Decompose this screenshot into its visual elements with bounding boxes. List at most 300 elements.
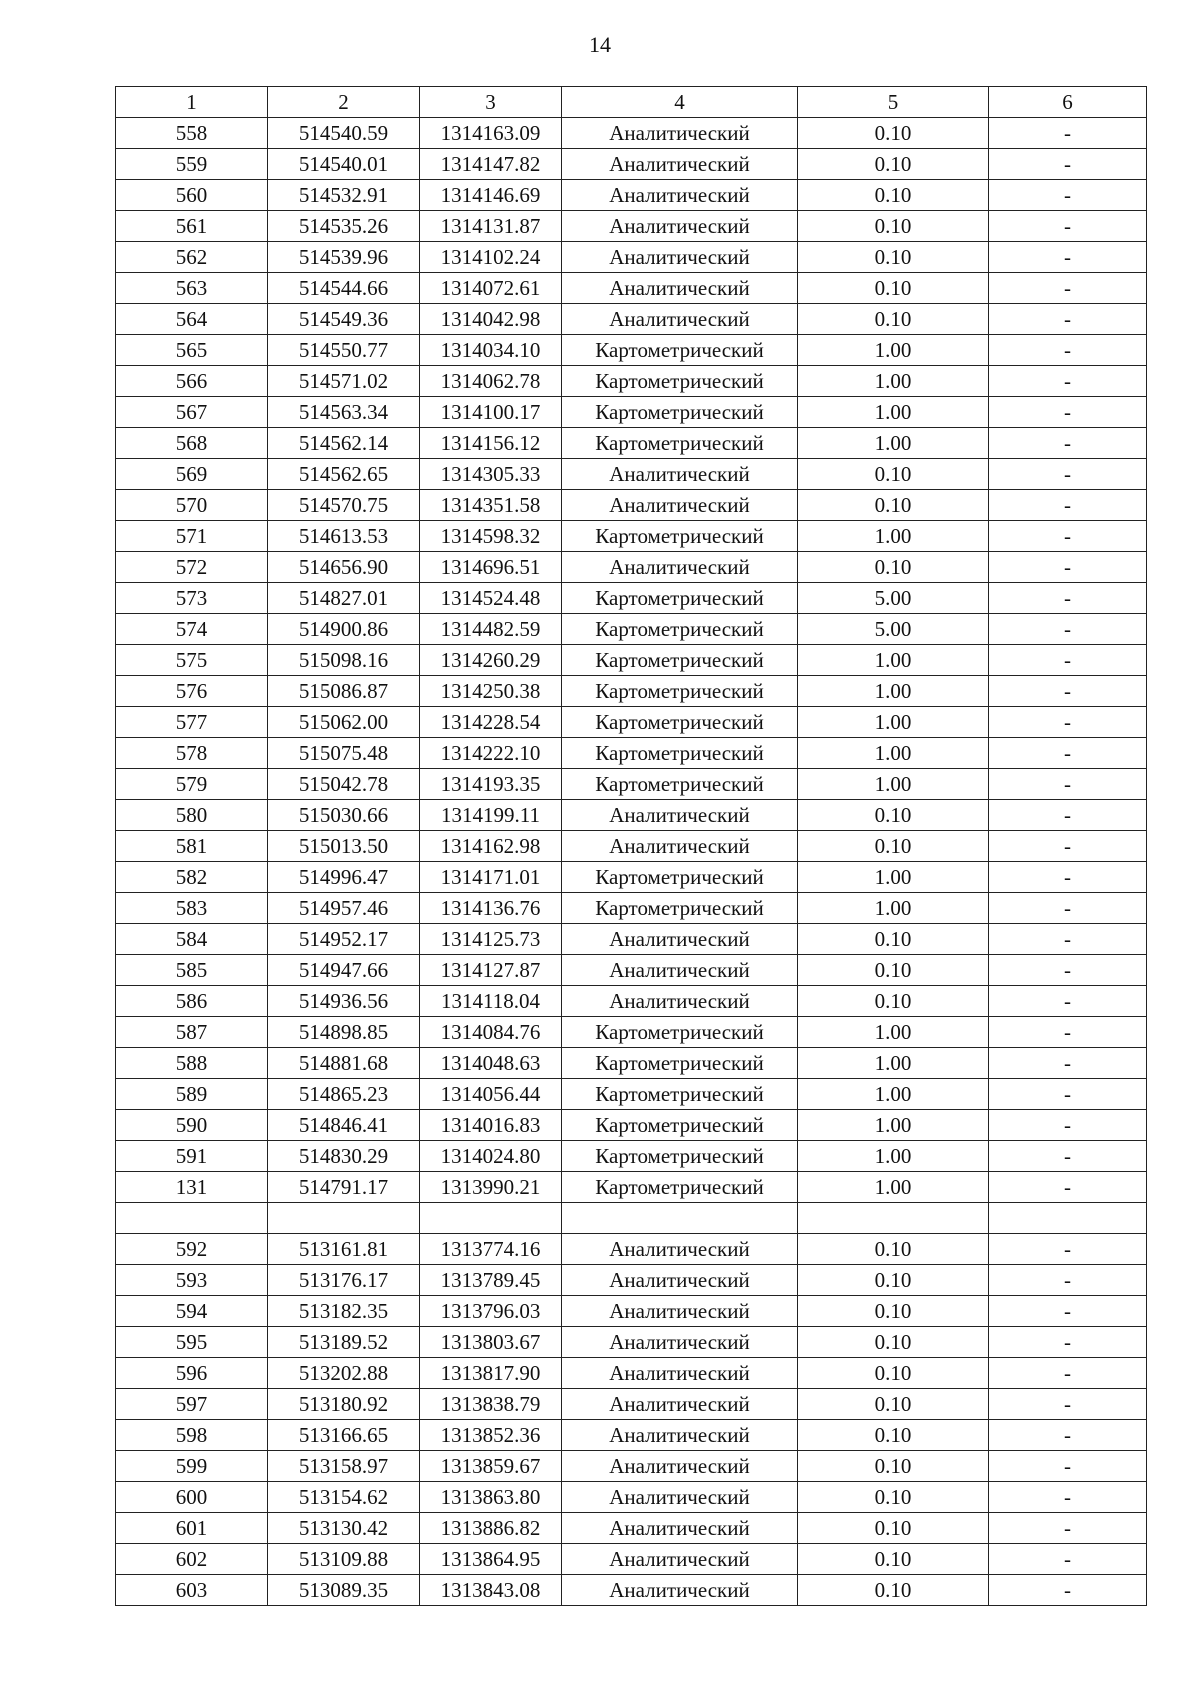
x-coordinate-cell: 514898.85 (268, 1017, 420, 1048)
note-cell: - (989, 800, 1147, 831)
table-row (116, 924, 1147, 955)
point-number-cell: 592 (116, 1234, 268, 1265)
method-cell: Аналитический (562, 1575, 798, 1606)
table-row (116, 707, 1147, 738)
accuracy-cell: 1.00 (798, 1079, 989, 1110)
note-cell: - (989, 1048, 1147, 1079)
table-row (116, 1358, 1147, 1389)
method-cell: Аналитический (562, 211, 798, 242)
x-coordinate-cell: 514613.53 (268, 521, 420, 552)
accuracy-cell: 1.00 (798, 707, 989, 738)
coordinates-table (115, 86, 1147, 1606)
point-number-cell: 565 (116, 335, 268, 366)
y-coordinate-cell: 1314199.11 (420, 800, 562, 831)
accuracy-cell: 0.10 (798, 180, 989, 211)
accuracy-cell: 0.10 (798, 1575, 989, 1606)
x-coordinate-cell: 513166.65 (268, 1420, 420, 1451)
x-coordinate-cell: 514865.23 (268, 1079, 420, 1110)
note-cell: - (989, 1172, 1147, 1203)
note-cell: - (989, 397, 1147, 428)
column-header: 4 (562, 87, 798, 118)
note-cell: - (989, 180, 1147, 211)
y-coordinate-cell: 1314102.24 (420, 242, 562, 273)
point-number-cell: 574 (116, 614, 268, 645)
y-coordinate-cell: 1314351.58 (420, 490, 562, 521)
accuracy-cell: 1.00 (798, 893, 989, 924)
method-cell: Аналитический (562, 304, 798, 335)
note-cell: - (989, 1327, 1147, 1358)
accuracy-cell: 0.10 (798, 1358, 989, 1389)
table-row (116, 521, 1147, 552)
point-number-cell: 587 (116, 1017, 268, 1048)
x-coordinate-cell: 515030.66 (268, 800, 420, 831)
note-cell: - (989, 645, 1147, 676)
method-cell: Аналитический (562, 1265, 798, 1296)
method-cell: Картометрический (562, 335, 798, 366)
x-coordinate-cell: 515042.78 (268, 769, 420, 800)
accuracy-cell: 0.10 (798, 1544, 989, 1575)
y-coordinate-cell: 1314222.10 (420, 738, 562, 769)
y-coordinate-cell: 1314016.83 (420, 1110, 562, 1141)
accuracy-cell: 0.10 (798, 1265, 989, 1296)
point-number-cell: 589 (116, 1079, 268, 1110)
method-cell: Картометрический (562, 862, 798, 893)
page-number: 14 (589, 32, 611, 57)
point-number-cell: 569 (116, 459, 268, 490)
note-cell: - (989, 1544, 1147, 1575)
table-row (116, 118, 1147, 149)
accuracy-cell: 1.00 (798, 645, 989, 676)
y-coordinate-cell: 1313859.67 (420, 1451, 562, 1482)
table-row (116, 552, 1147, 583)
note-cell: - (989, 1575, 1147, 1606)
point-number-cell: 601 (116, 1513, 268, 1544)
x-coordinate-cell: 514540.59 (268, 118, 420, 149)
y-coordinate-cell: 1313817.90 (420, 1358, 562, 1389)
accuracy-cell: 1.00 (798, 1110, 989, 1141)
table-row (116, 862, 1147, 893)
note-cell: - (989, 242, 1147, 273)
method-cell: Аналитический (562, 1358, 798, 1389)
point-number-cell: 602 (116, 1544, 268, 1575)
method-cell: Аналитический (562, 242, 798, 273)
accuracy-cell (798, 1203, 989, 1234)
x-coordinate-cell: 514570.75 (268, 490, 420, 521)
table-row (116, 1203, 1147, 1234)
table-row (116, 335, 1147, 366)
table-row (116, 1017, 1147, 1048)
note-cell: - (989, 211, 1147, 242)
table-row (116, 1389, 1147, 1420)
point-number-cell: 585 (116, 955, 268, 986)
note-cell: - (989, 552, 1147, 583)
point-number-cell: 588 (116, 1048, 268, 1079)
accuracy-cell: 0.10 (798, 986, 989, 1017)
y-coordinate-cell: 1314162.98 (420, 831, 562, 862)
method-cell: Картометрический (562, 1079, 798, 1110)
point-number-cell: 564 (116, 304, 268, 335)
table-row (116, 831, 1147, 862)
accuracy-cell: 0.10 (798, 955, 989, 986)
table-row (116, 1048, 1147, 1079)
point-number-cell: 581 (116, 831, 268, 862)
method-cell: Аналитический (562, 552, 798, 583)
table-row (116, 180, 1147, 211)
accuracy-cell: 0.10 (798, 924, 989, 955)
column-header: 2 (268, 87, 420, 118)
accuracy-cell: 1.00 (798, 769, 989, 800)
point-number-cell: 570 (116, 490, 268, 521)
method-cell: Картометрический (562, 738, 798, 769)
method-cell: Картометрический (562, 893, 798, 924)
accuracy-cell: 1.00 (798, 366, 989, 397)
method-cell: Аналитический (562, 986, 798, 1017)
x-coordinate-cell: 514936.56 (268, 986, 420, 1017)
method-cell: Аналитический (562, 459, 798, 490)
table-row (116, 645, 1147, 676)
x-coordinate-cell: 513161.81 (268, 1234, 420, 1265)
table-row (116, 1482, 1147, 1513)
x-coordinate-cell: 514830.29 (268, 1141, 420, 1172)
note-cell: - (989, 304, 1147, 335)
x-coordinate-cell: 514544.66 (268, 273, 420, 304)
y-coordinate-cell: 1314146.69 (420, 180, 562, 211)
x-coordinate-cell: 514532.91 (268, 180, 420, 211)
method-cell: Картометрический (562, 676, 798, 707)
x-coordinate-cell: 513130.42 (268, 1513, 420, 1544)
column-header: 6 (989, 87, 1147, 118)
y-coordinate-cell: 1314062.78 (420, 366, 562, 397)
x-coordinate-cell: 514947.66 (268, 955, 420, 986)
method-cell: Аналитический (562, 1327, 798, 1358)
y-coordinate-cell: 1314598.32 (420, 521, 562, 552)
accuracy-cell: 1.00 (798, 738, 989, 769)
table-row (116, 428, 1147, 459)
method-cell: Аналитический (562, 831, 798, 862)
y-coordinate-cell: 1314482.59 (420, 614, 562, 645)
x-coordinate-cell: 514563.34 (268, 397, 420, 428)
point-number-cell: 131 (116, 1172, 268, 1203)
x-coordinate-cell: 514549.36 (268, 304, 420, 335)
note-cell: - (989, 1265, 1147, 1296)
y-coordinate-cell: 1314024.80 (420, 1141, 562, 1172)
y-coordinate-cell: 1314171.01 (420, 862, 562, 893)
table-row (116, 800, 1147, 831)
table-row (116, 955, 1147, 986)
note-cell: - (989, 366, 1147, 397)
table-row (116, 149, 1147, 180)
accuracy-cell: 0.10 (798, 1234, 989, 1265)
accuracy-cell: 0.10 (798, 211, 989, 242)
x-coordinate-cell: 513189.52 (268, 1327, 420, 1358)
point-number-cell: 603 (116, 1575, 268, 1606)
x-coordinate-cell: 514550.77 (268, 335, 420, 366)
point-number-cell: 561 (116, 211, 268, 242)
x-coordinate-cell: 514540.01 (268, 149, 420, 180)
note-cell: - (989, 893, 1147, 924)
table-row (116, 273, 1147, 304)
x-coordinate-cell: 515086.87 (268, 676, 420, 707)
note-cell (989, 1203, 1147, 1234)
point-number-cell: 559 (116, 149, 268, 180)
method-cell: Аналитический (562, 1451, 798, 1482)
note-cell: - (989, 924, 1147, 955)
note-cell: - (989, 738, 1147, 769)
x-coordinate-cell: 514571.02 (268, 366, 420, 397)
note-cell: - (989, 1079, 1147, 1110)
x-coordinate-cell: 514539.96 (268, 242, 420, 273)
method-cell: Аналитический (562, 149, 798, 180)
accuracy-cell: 0.10 (798, 459, 989, 490)
accuracy-cell: 1.00 (798, 397, 989, 428)
y-coordinate-cell: 1314127.87 (420, 955, 562, 986)
method-cell: Картометрический (562, 769, 798, 800)
y-coordinate-cell: 1313838.79 (420, 1389, 562, 1420)
point-number-cell: 573 (116, 583, 268, 614)
accuracy-cell: 0.10 (798, 242, 989, 273)
x-coordinate-cell: 513158.97 (268, 1451, 420, 1482)
note-cell: - (989, 769, 1147, 800)
method-cell: Аналитический (562, 1420, 798, 1451)
method-cell: Картометрический (562, 614, 798, 645)
y-coordinate-cell: 1313796.03 (420, 1296, 562, 1327)
table-row (116, 1575, 1147, 1606)
y-coordinate-cell: 1313864.95 (420, 1544, 562, 1575)
column-header: 3 (420, 87, 562, 118)
x-coordinate-cell: 514957.46 (268, 893, 420, 924)
accuracy-cell: 5.00 (798, 583, 989, 614)
method-cell: Аналитический (562, 1482, 798, 1513)
accuracy-cell: 1.00 (798, 428, 989, 459)
x-coordinate-cell: 514656.90 (268, 552, 420, 583)
accuracy-cell: 0.10 (798, 831, 989, 862)
method-cell: Картометрический (562, 397, 798, 428)
x-coordinate-cell: 514562.14 (268, 428, 420, 459)
table-row (116, 242, 1147, 273)
table-row (116, 490, 1147, 521)
method-cell: Аналитический (562, 955, 798, 986)
accuracy-cell: 0.10 (798, 552, 989, 583)
y-coordinate-cell: 1314524.48 (420, 583, 562, 614)
y-coordinate-cell: 1314696.51 (420, 552, 562, 583)
accuracy-cell: 0.10 (798, 1296, 989, 1327)
table-row (116, 986, 1147, 1017)
x-coordinate-cell: 514827.01 (268, 583, 420, 614)
point-number-cell: 566 (116, 366, 268, 397)
table-row (116, 1141, 1147, 1172)
table-row (116, 583, 1147, 614)
point-number-cell: 582 (116, 862, 268, 893)
table-row (116, 893, 1147, 924)
note-cell: - (989, 1110, 1147, 1141)
method-cell: Картометрический (562, 707, 798, 738)
x-coordinate-cell: 513180.92 (268, 1389, 420, 1420)
y-coordinate-cell: 1314072.61 (420, 273, 562, 304)
point-number-cell: 584 (116, 924, 268, 955)
y-coordinate-cell: 1314084.76 (420, 1017, 562, 1048)
point-number-cell: 591 (116, 1141, 268, 1172)
y-coordinate-cell: 1314163.09 (420, 118, 562, 149)
point-number-cell: 580 (116, 800, 268, 831)
method-cell: Аналитический (562, 1296, 798, 1327)
table-row (116, 1544, 1147, 1575)
y-coordinate-cell: 1313774.16 (420, 1234, 562, 1265)
y-coordinate-cell: 1314156.12 (420, 428, 562, 459)
table-row (116, 397, 1147, 428)
method-cell: Аналитический (562, 924, 798, 955)
method-cell: Аналитический (562, 118, 798, 149)
x-coordinate-cell: 513109.88 (268, 1544, 420, 1575)
accuracy-cell: 0.10 (798, 1513, 989, 1544)
x-coordinate-cell (268, 1203, 420, 1234)
method-cell: Картометрический (562, 583, 798, 614)
point-number-cell: 590 (116, 1110, 268, 1141)
table-row (116, 1420, 1147, 1451)
y-coordinate-cell: 1314048.63 (420, 1048, 562, 1079)
note-cell: - (989, 955, 1147, 986)
method-cell: Аналитический (562, 800, 798, 831)
y-coordinate-cell: 1314305.33 (420, 459, 562, 490)
point-number-cell: 567 (116, 397, 268, 428)
y-coordinate-cell: 1313843.08 (420, 1575, 562, 1606)
table-row (116, 738, 1147, 769)
x-coordinate-cell: 514562.65 (268, 459, 420, 490)
x-coordinate-cell: 514791.17 (268, 1172, 420, 1203)
accuracy-cell: 0.10 (798, 149, 989, 180)
table-row (116, 1234, 1147, 1265)
table-row (116, 1327, 1147, 1358)
table-row (116, 366, 1147, 397)
note-cell: - (989, 676, 1147, 707)
y-coordinate-cell: 1313886.82 (420, 1513, 562, 1544)
accuracy-cell: 1.00 (798, 521, 989, 552)
method-cell: Картометрический (562, 1172, 798, 1203)
y-coordinate-cell: 1313990.21 (420, 1172, 562, 1203)
method-cell: Картометрический (562, 1048, 798, 1079)
x-coordinate-cell: 514535.26 (268, 211, 420, 242)
method-cell: Картометрический (562, 1141, 798, 1172)
point-number-cell: 583 (116, 893, 268, 924)
note-cell: - (989, 428, 1147, 459)
y-coordinate-cell: 1313863.80 (420, 1482, 562, 1513)
note-cell: - (989, 1141, 1147, 1172)
note-cell: - (989, 1296, 1147, 1327)
y-coordinate-cell: 1314034.10 (420, 335, 562, 366)
point-number-cell: 577 (116, 707, 268, 738)
note-cell: - (989, 831, 1147, 862)
note-cell: - (989, 149, 1147, 180)
y-coordinate-cell: 1314147.82 (420, 149, 562, 180)
method-cell: Картометрический (562, 645, 798, 676)
point-number-cell: 598 (116, 1420, 268, 1451)
method-cell: Аналитический (562, 1513, 798, 1544)
note-cell: - (989, 986, 1147, 1017)
table-row (116, 1172, 1147, 1203)
x-coordinate-cell: 513176.17 (268, 1265, 420, 1296)
point-number-cell: 571 (116, 521, 268, 552)
table-row (116, 1451, 1147, 1482)
y-coordinate-cell: 1314125.73 (420, 924, 562, 955)
x-coordinate-cell: 513202.88 (268, 1358, 420, 1389)
point-number-cell: 579 (116, 769, 268, 800)
accuracy-cell: 1.00 (798, 676, 989, 707)
note-cell: - (989, 335, 1147, 366)
y-coordinate-cell (420, 1203, 562, 1234)
x-coordinate-cell: 515075.48 (268, 738, 420, 769)
accuracy-cell: 0.10 (798, 304, 989, 335)
point-number-cell: 593 (116, 1265, 268, 1296)
accuracy-cell: 0.10 (798, 490, 989, 521)
table-row (116, 304, 1147, 335)
accuracy-cell: 1.00 (798, 1048, 989, 1079)
y-coordinate-cell: 1313789.45 (420, 1265, 562, 1296)
x-coordinate-cell: 513089.35 (268, 1575, 420, 1606)
accuracy-cell: 0.10 (798, 118, 989, 149)
x-coordinate-cell: 514881.68 (268, 1048, 420, 1079)
note-cell: - (989, 1451, 1147, 1482)
method-cell: Аналитический (562, 273, 798, 304)
note-cell: - (989, 459, 1147, 490)
method-cell: Аналитический (562, 490, 798, 521)
note-cell: - (989, 273, 1147, 304)
note-cell: - (989, 1482, 1147, 1513)
point-number-cell: 594 (116, 1296, 268, 1327)
method-cell: Аналитический (562, 1389, 798, 1420)
y-coordinate-cell: 1314131.87 (420, 211, 562, 242)
note-cell: - (989, 1420, 1147, 1451)
method-cell: Аналитический (562, 1544, 798, 1575)
point-number-cell: 562 (116, 242, 268, 273)
note-cell: - (989, 1017, 1147, 1048)
accuracy-cell: 0.10 (798, 273, 989, 304)
x-coordinate-cell: 514900.86 (268, 614, 420, 645)
point-number-cell: 600 (116, 1482, 268, 1513)
y-coordinate-cell: 1314228.54 (420, 707, 562, 738)
x-coordinate-cell: 513154.62 (268, 1482, 420, 1513)
accuracy-cell: 5.00 (798, 614, 989, 645)
method-cell: Аналитический (562, 1234, 798, 1265)
point-number-cell: 563 (116, 273, 268, 304)
accuracy-cell: 1.00 (798, 862, 989, 893)
note-cell: - (989, 1389, 1147, 1420)
note-cell: - (989, 583, 1147, 614)
y-coordinate-cell: 1314118.04 (420, 986, 562, 1017)
x-coordinate-cell: 514952.17 (268, 924, 420, 955)
x-coordinate-cell: 515013.50 (268, 831, 420, 862)
y-coordinate-cell: 1314260.29 (420, 645, 562, 676)
note-cell: - (989, 1513, 1147, 1544)
point-number-cell: 586 (116, 986, 268, 1017)
y-coordinate-cell: 1313852.36 (420, 1420, 562, 1451)
method-cell: Аналитический (562, 180, 798, 211)
note-cell: - (989, 862, 1147, 893)
accuracy-cell: 0.10 (798, 1389, 989, 1420)
point-number-cell: 568 (116, 428, 268, 459)
x-coordinate-cell: 514996.47 (268, 862, 420, 893)
point-number-cell: 599 (116, 1451, 268, 1482)
accuracy-cell: 1.00 (798, 335, 989, 366)
point-number-cell: 578 (116, 738, 268, 769)
point-number-cell: 572 (116, 552, 268, 583)
point-number-cell: 595 (116, 1327, 268, 1358)
table-row (116, 1110, 1147, 1141)
column-header: 5 (798, 87, 989, 118)
y-coordinate-cell: 1314056.44 (420, 1079, 562, 1110)
accuracy-cell: 0.10 (798, 1482, 989, 1513)
note-cell: - (989, 521, 1147, 552)
table-row (116, 211, 1147, 242)
point-number-cell: 576 (116, 676, 268, 707)
